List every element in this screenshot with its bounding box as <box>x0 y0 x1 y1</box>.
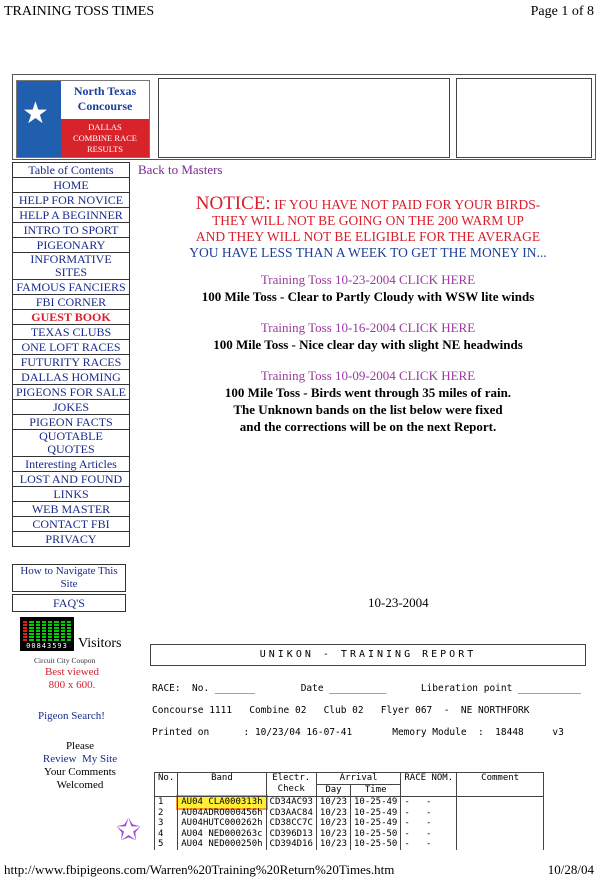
col-check: Check <box>277 784 305 794</box>
col-day: Day <box>316 785 350 797</box>
row-comment <box>457 797 544 808</box>
report-concourse-line: Concourse 1111 Combine 02 Club 02 Flyer 067 - NE NORTHFORK <box>152 705 530 716</box>
toss-desc-line: 100 Mile Toss - Nice clear day with slight NE headwinds <box>213 337 523 352</box>
row-band: AU04HUTC000262h <box>178 818 266 829</box>
logo-line-3: DALLAS <box>88 122 122 132</box>
row-nom: - <box>426 797 432 807</box>
row-nom: - <box>426 807 432 818</box>
visitors-label: Visitors <box>78 636 122 651</box>
row-time: 10-25-49 <box>351 797 401 808</box>
nav-how-to-navigate[interactable]: How to Navigate This Site <box>12 564 126 592</box>
report-title: UNIKON - TRAINING REPORT <box>150 644 586 666</box>
welcomed-text: Welcomed <box>56 779 104 791</box>
nav-faq[interactable]: FAQ'S <box>12 594 126 612</box>
nav-jokes[interactable]: JOKES <box>12 400 130 415</box>
report-date: 10-23-2004 <box>368 595 429 610</box>
best-viewed-line-2: 800 x 600. <box>48 679 96 691</box>
north-texas-concourse-logo[interactable] <box>16 80 150 158</box>
header-banner-slot-right <box>456 78 592 158</box>
notice-line-1: IF YOU HAVE NOT PAID FOR YOUR BIRDS- <box>270 197 541 212</box>
nav-home[interactable]: HOME <box>12 178 130 193</box>
nav-famous-fanciers[interactable]: FAMOUS FANCIERS <box>12 280 130 295</box>
nav-pigeonary[interactable]: PIGEONARY <box>12 238 130 253</box>
row-race: - <box>404 797 410 807</box>
toss-desc-line: and the corrections will be on the next Report. <box>239 419 497 434</box>
row-day: 10/23 <box>316 808 350 819</box>
print-page-number: Page 1 of 8 <box>530 4 594 19</box>
report-printed-line: Printed on : 10/23/04 16-07-41 Memory Module : 18448 v3 <box>152 727 564 738</box>
nav-web-master[interactable]: WEB MASTER <box>12 502 130 517</box>
row-race: - <box>404 818 410 828</box>
training-report-table <box>154 772 544 850</box>
notice-lead: NOTICE: <box>195 193 271 214</box>
texas-star-icon: ★ <box>22 97 49 130</box>
training-toss-description <box>140 336 596 353</box>
pigeon-search-link[interactable]: Pigeon Search! <box>38 710 105 722</box>
nav-help-a-beginner[interactable]: HELP A BEGINNER <box>12 208 130 223</box>
row-check: CD396D13 <box>266 829 316 840</box>
row-check: CD394D16 <box>266 839 316 850</box>
nav-guest-book[interactable]: GUEST BOOK <box>12 310 130 325</box>
row-no: 2 <box>155 808 178 819</box>
row-time: 10-25-49 <box>351 808 401 819</box>
your-comments-text: Your Comments <box>44 766 116 778</box>
col-electr: Electr. <box>272 773 311 783</box>
row-comment <box>457 829 544 840</box>
col-no: No. <box>155 773 178 797</box>
toss-desc-line: 100 Mile Toss - Clear to Partly Cloudy with WSW lite winds <box>201 289 535 304</box>
col-electr-check <box>266 773 316 797</box>
row-comment <box>457 839 544 850</box>
col-time: Time <box>351 785 401 797</box>
nav-privacy[interactable]: PRIVACY <box>12 532 130 547</box>
row-time: 10-25-50 <box>351 839 401 850</box>
row-time: 10-25-49 <box>351 818 401 829</box>
row-race: - <box>404 807 410 818</box>
row-race-nom <box>401 829 457 840</box>
payment-notice <box>140 193 596 261</box>
row-no: 3 <box>155 818 178 829</box>
col-arrival: Arrival <box>316 773 400 785</box>
print-footer-date: 10/28/04 <box>547 862 594 877</box>
table-row <box>155 808 544 819</box>
row-check: CD34AC93 <box>266 797 316 808</box>
row-race-nom <box>401 808 457 819</box>
nav-table-of-contents[interactable]: Table of Contents <box>12 162 130 178</box>
report-race-line: RACE: No. _______ Date __________ Liberation point ___________ <box>152 683 581 694</box>
row-no: 1 <box>155 797 178 808</box>
row-band: AU04 NED000250h <box>178 839 266 850</box>
col-race-nom: RACE NOM. <box>401 773 457 797</box>
table-row <box>155 829 544 840</box>
my-site-link[interactable]: My Site <box>81 753 118 765</box>
row-race-nom <box>401 818 457 829</box>
table-row <box>155 839 544 850</box>
print-footer-url: http://www.fbipigeons.com/Warren%20Training%20Return%20Times.htm <box>4 862 395 877</box>
table-row <box>155 797 544 808</box>
row-band: AU04 CLA000313h <box>178 797 266 808</box>
row-race: - <box>404 828 410 839</box>
table-row <box>155 818 544 829</box>
coupon-link[interactable]: Circuit City Coupon <box>34 656 96 665</box>
star-highlight-icon: ✩ <box>116 814 142 847</box>
row-no: 5 <box>155 839 178 850</box>
training-toss-link[interactable]: Training Toss 10-23-2004 CLICK HERE <box>260 272 476 287</box>
row-check: CD38CC7C <box>266 818 316 829</box>
visitor-count: 00843593 <box>26 642 68 650</box>
nav-one-loft-races[interactable]: ONE LOFT RACES <box>12 340 130 355</box>
best-viewed-line-1: Best viewed <box>44 666 100 678</box>
visitor-counter <box>20 617 74 651</box>
row-nom: - <box>426 839 432 849</box>
review-link[interactable]: Review <box>42 753 77 765</box>
toss-desc-line: The Unknown bands on the list below were fixed <box>233 402 503 417</box>
nav-quotable-quotes[interactable]: QUOTABLE QUOTES <box>12 430 130 457</box>
review-site-block <box>40 740 120 792</box>
row-race-nom <box>401 839 457 850</box>
row-time: 10-25-50 <box>351 829 401 840</box>
row-day: 10/23 <box>316 818 350 829</box>
notice-line-3: AND THEY WILL NOT BE ELIGIBLE FOR THE AVERAGE <box>195 229 541 244</box>
logo-line-2: Concourse <box>77 99 133 113</box>
col-band: Band <box>178 773 266 797</box>
training-toss-link[interactable]: Training Toss 10-16-2004 CLICK HERE <box>260 320 476 335</box>
training-toss-description <box>140 384 596 435</box>
nav-dallas-homing[interactable]: DALLAS HOMING <box>12 370 130 385</box>
print-header-title: TRAINING TOSS TIMES <box>4 4 155 19</box>
row-check: CD3AAC84 <box>266 808 316 819</box>
back-to-masters-link[interactable]: Back to Masters <box>138 162 223 177</box>
header-banner-slot <box>158 78 450 158</box>
col-comment: Comment <box>457 773 544 797</box>
nav-lost-and-found[interactable]: LOST AND FOUND <box>12 472 130 487</box>
row-no: 4 <box>155 829 178 840</box>
row-race: - <box>404 839 410 849</box>
row-race-nom <box>401 797 457 808</box>
row-day: 10/23 <box>316 797 350 808</box>
row-band: AU04ADRO000456h <box>178 808 266 819</box>
row-nom: - <box>426 828 432 839</box>
notice-line-2: THEY WILL NOT BE GOING ON THE 200 WARM UP <box>212 213 524 228</box>
logo-line-4: COMBINE RACE <box>73 133 137 143</box>
nav-texas-clubs[interactable]: TEXAS CLUBS <box>12 325 130 340</box>
row-comment <box>457 818 544 829</box>
training-toss-description <box>140 288 596 305</box>
logo-line-1: North Texas <box>73 84 137 98</box>
best-viewed-note <box>24 666 120 692</box>
row-day: 10/23 <box>316 829 350 840</box>
nav-pigeons-for-sale[interactable]: PIGEONS FOR SALE <box>12 385 130 400</box>
row-band: AU04 NED000263c <box>178 829 266 840</box>
toss-desc-line: 100 Mile Toss - Birds went through 35 miles of rain. <box>224 385 512 400</box>
logo-line-5: RESULTS <box>86 144 124 154</box>
please-text: Please <box>65 740 95 752</box>
nav-intro-to-sport[interactable]: INTRO TO SPORT <box>12 223 130 238</box>
row-comment <box>457 808 544 819</box>
nav-informative-sites[interactable]: INFORMATIVE SITES <box>12 253 130 280</box>
training-toss-link[interactable]: Training Toss 10-09-2004 CLICK HERE <box>260 368 476 383</box>
row-nom: - <box>426 818 432 828</box>
nav-contact-fbi[interactable]: CONTACT FBI <box>12 517 130 532</box>
nav-help-for-novice[interactable]: HELP FOR NOVICE <box>12 193 130 208</box>
nav-pigeon-facts[interactable]: PIGEON FACTS <box>12 415 130 430</box>
nav-links[interactable]: LINKS <box>12 487 130 502</box>
notice-line-4: YOU HAVE LESS THAN A WEEK TO GET THE MONEY IN... <box>189 245 547 260</box>
nav-interesting-articles[interactable]: Interesting Articles <box>12 457 130 472</box>
nav-fbi-corner[interactable]: FBI CORNER <box>12 295 130 310</box>
row-day: 10/23 <box>316 839 350 850</box>
sidebar-nav <box>12 162 130 547</box>
nav-futurity-races[interactable]: FUTURITY RACES <box>12 355 130 370</box>
